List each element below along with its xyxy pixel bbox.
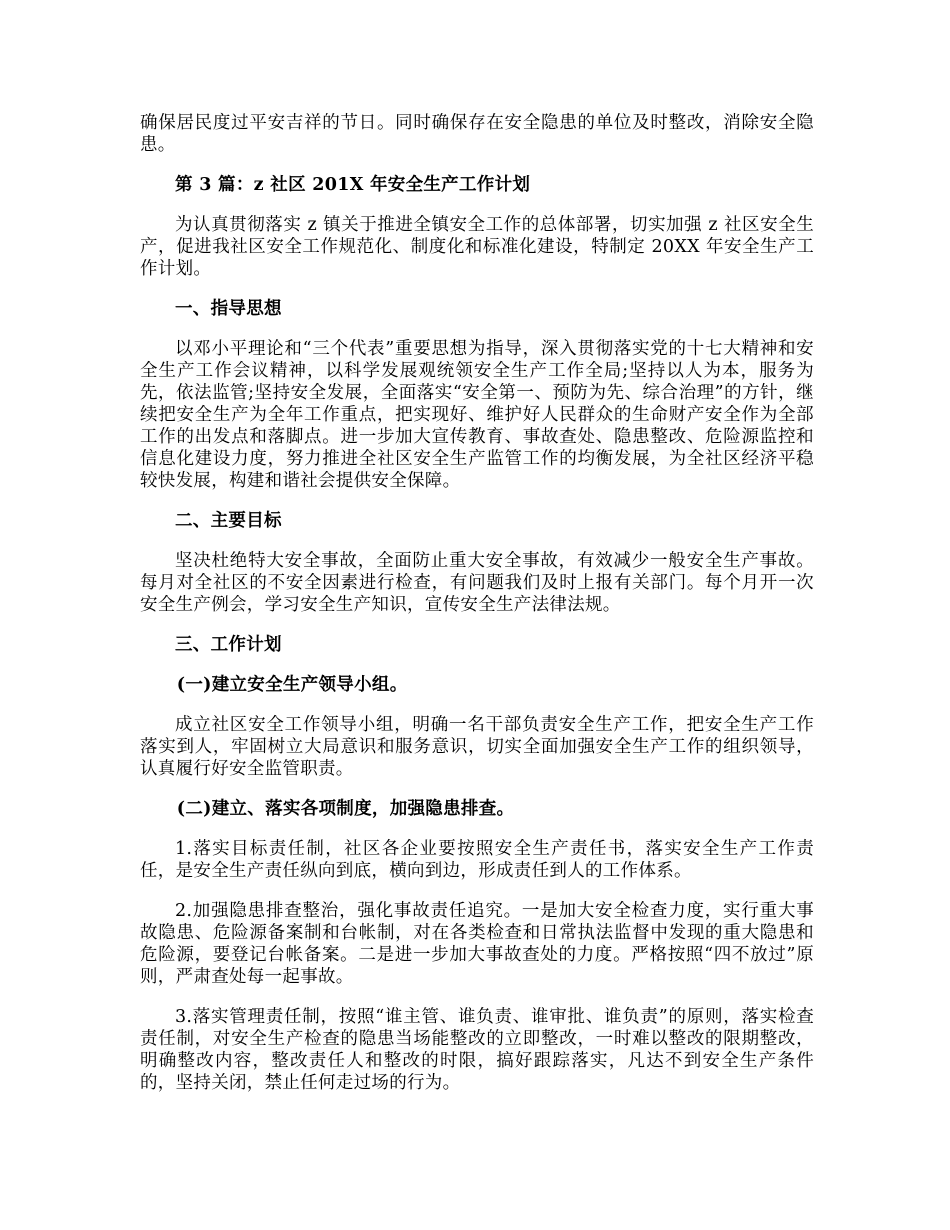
section-heading-main-goals: 二、主要目标 (175, 511, 282, 531)
section-heading-guiding-thought: 一、指导思想 (175, 299, 282, 319)
subsection-heading-systems: (二)建立、落实各项制度，加强隐患排查。 (176, 799, 515, 819)
section-heading-work-plan: 三、工作计划 (175, 635, 282, 655)
continuation-paragraph: 确保居民度过平安吉祥的节日。同时确保存在安全隐患的单位及时整改，消除安全隐患。 (140, 113, 814, 155)
main-goals-paragraph: 坚决杜绝特大安全事故，全面防止重大安全事故，有效减少一般安全生产事故。每月对全社区的不安全因素进行检查，有问题我们及时上报有关部门。每个月开一次安全生产例会，学习安全生产知识，宣传安全生产法律法规。 (140, 551, 814, 615)
intro-paragraph: 为认真贯彻落实 z 镇关于推进全镇安全工作的总体部署，切实加强 z 社区安全生产，促进我社区安全工作规范化、制度化和标准化建设，特制定 20XX 年安全生产工作计划。 (140, 215, 814, 279)
document-page (140, 112, 814, 1112)
item-1-paragraph: 1.落实目标责任制，社区各企业要按照安全生产责任书，落实安全生产工作责任，是安全生产责任纵向到底，横向到边，形成责任到人的工作体系。 (140, 839, 814, 881)
article-title: 第 3 篇：z 社区 201X 年安全生产工作计划 (175, 175, 531, 195)
guiding-thought-paragraph: 以邓小平理论和“三个代表”重要思想为指导，深入贯彻落实党的十七大精神和安全生产工作会议精神，以科学发展观统领安全生产工作全局;坚持以人为本，服务为先，依法监管;坚持安全发展，全面落实“安全第一、预防为先、综合治理”的方针，继续把安全生产为全年工作重点，把实现好、维护好人民群众的生命财产安全作为全部工作的出发点和落脚点。进一步加大宣传教育、事故查处、隐患整改、危险源监控和信息化建设力度，努力推进全社区安全生产监管工作的均衡发展，为全社区经济平稳较快发展，构建和谐社会提供安全保障。 (140, 339, 814, 491)
leadership-group-paragraph: 成立社区安全工作领导小组，明确一名干部负责安全生产工作，把安全生产工作落实到人，牢固树立大局意识和服务意识，切实全面加强安全生产工作的组织领导，认真履行好安全监管职责。 (140, 715, 814, 779)
item-2-paragraph: 2.加强隐患排查整治，强化事故责任追究。一是加大安全检查力度，实行重大事故隐患、危险源备案制和台帐制，对在各类检查和日常执法监督中发现的重大隐患和危险源，要登记台帐备案。二是进一步加大事故查处的力度。严格按照“四不放过”原则，严肃查处每一起事故。 (140, 901, 814, 987)
item-3-paragraph: 3.落实管理责任制，按照“谁主管、谁负责、谁审批、谁负责”的原则，落实检查责任制，对安全生产检查的隐患当场能整改的立即整改，一时难以整改的限期整改，明确整改内容，整改责任人和整改的时限，搞好跟踪落实，凡达不到安全生产条件的，坚持关闭，禁止任何走过场的行为。 (140, 1007, 814, 1093)
subsection-heading-leadership-group: (一)建立安全生产领导小组。 (176, 675, 408, 695)
